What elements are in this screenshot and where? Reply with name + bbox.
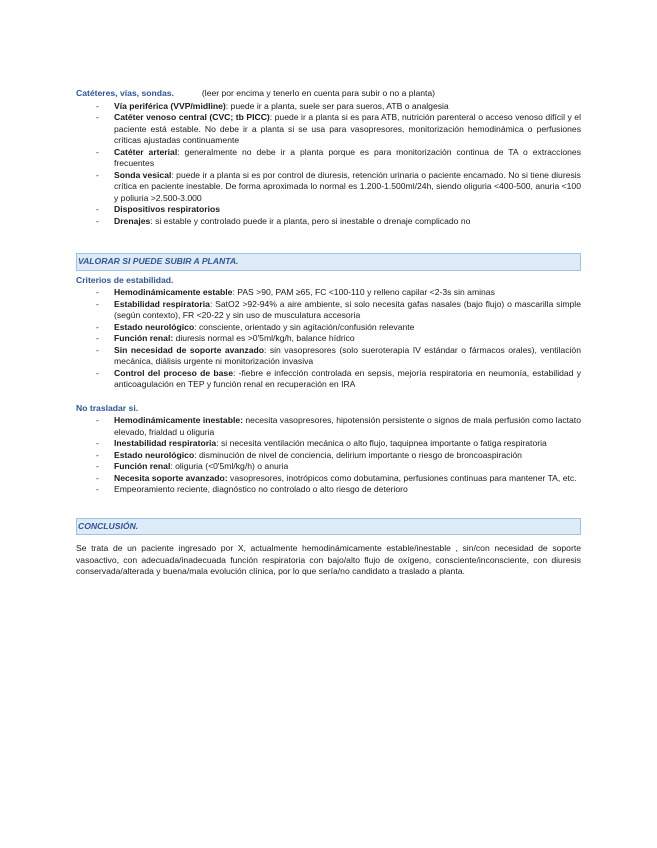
list-item: - Función renal: diuresis normal es >0'5ml/kg/h, balance hídrico: [76, 333, 581, 345]
list-item: - Vía periférica (VVP/midline): puede ir a planta, suele ser para sueros, ATB o analgesia: [76, 101, 581, 113]
catheters-heading: [76, 88, 581, 100]
no-transfer-heading: No trasladar si.: [76, 402, 139, 413]
list-item: - Sonda vesical: puede ir a planta si es por control de diuresis, retención urinaria o paciente encamado. No si tiene diuresis crítica en paciente inestable. De forma aproximada lo normal es 1.200-1.500ml/24h, siendo oliguria <400-500, anuria <100 y poliuria >2.500-3.000: [76, 170, 581, 205]
list-item: - Estabilidad respiratoria: SatO2 >92-94% a aire ambiente, si solo necesita gafas nasales (bajo flujo) o mascarilla simple (según contexto), FR <20-22 y sin uso de musculatura accesoria: [76, 299, 581, 322]
catheters-list: [76, 101, 581, 228]
no-transfer-list: [76, 415, 581, 496]
list-item: - Inestabilidad respiratoria: si necesita ventilación mecánica o alto flujo, taquipnea importante o fatiga respiratoria: [76, 438, 581, 450]
catheters-title: Catéteres, vías, sondas.: [76, 88, 174, 98]
list-item: - Hemodinámicamente estable: PAS >90, PAM ≥65, FC <100-110 y relleno capilar <2-3s sin aminas: [76, 287, 581, 299]
list-item: - Catéter venoso central (CVC; tb PICC): puede ir a planta si es para ATB, nutrición parenteral o acceso venoso difícil y el paciente está estable. No debe ir a planta si se usa para vasopresores, monitorización hemodinámica o perfusiones críticas ajustadas continuamente: [76, 112, 581, 147]
conclusion-heading: CONCLUSIÓN.: [76, 518, 581, 536]
list-item: - Función renal: oliguria (<0'5ml/kg/h) o anuria: [76, 461, 581, 473]
assess-heading: VALORAR SI PUEDE SUBIR A PLANTA.: [76, 253, 581, 271]
list-item: - Hemodinámicamente inestable: necesita vasopresores, hipotensión persistente o signos de mala perfusión como lactato elevado, frialdad u oliguria: [76, 415, 581, 438]
catheters-note: (leer por encima y tenerlo en cuenta para subir o no a planta): [201, 88, 436, 98]
list-item: - Empeoramiento reciente, diagnóstico no controlado o alto riesgo de deterioro: [76, 484, 581, 496]
list-item: - Necesita soporte avanzado: vasopresores, inotrópicos como dobutamina, perfusiones continuas para mantener TA, etc.: [76, 473, 581, 485]
list-item: - Drenajes: si estable y controlado puede ir a planta, pero si inestable o drenaje complicado no: [76, 216, 581, 228]
list-item: - Sin necesidad de soporte avanzado: sin vasopresores (solo sueroterapia IV estándar o fármacos orales), ventilación mecánica, diálisis urgente ni monitorización invasiva: [76, 345, 581, 368]
list-item: - Catéter arterial: generalmente no debe ir a planta porque es para monitorización continua de TA o extracciones frecuentes: [76, 147, 581, 170]
conclusion-text: Se trata de un paciente ingresado por X, actualmente hemodinámicamente estable/inestable , sin/con necesidad de soporte vasoactivo, con adecuada/inadecuada función respiratoria con bajo/alto flujo de oxígeno, consciente/inconsciente, con diuresis conservada/alterada y buena/mala evolución clínica, por lo que sería/no candidato a traslado a planta.: [76, 543, 581, 576]
list-item: - Estado neurológico: consciente, orientado y sin agitación/confusión relevante: [76, 322, 581, 334]
list-item: - Estado neurológico: disminución de nivel de conciencia, delirium importante o riesgo de broncoaspiración: [76, 450, 581, 462]
list-item: - Dispositivos respiratorios: [76, 204, 581, 216]
list-item: - Control del proceso de base: -fiebre e infección controlada en sepsis, mejoría respiratoria en neumonía, estabilidad y anticoagulación en TEP y función renal en recuperación en IRA: [76, 368, 581, 391]
criteria-heading: Criterios de estabilidad.: [76, 274, 174, 285]
document-page: [76, 88, 581, 578]
criteria-list: [76, 287, 581, 391]
